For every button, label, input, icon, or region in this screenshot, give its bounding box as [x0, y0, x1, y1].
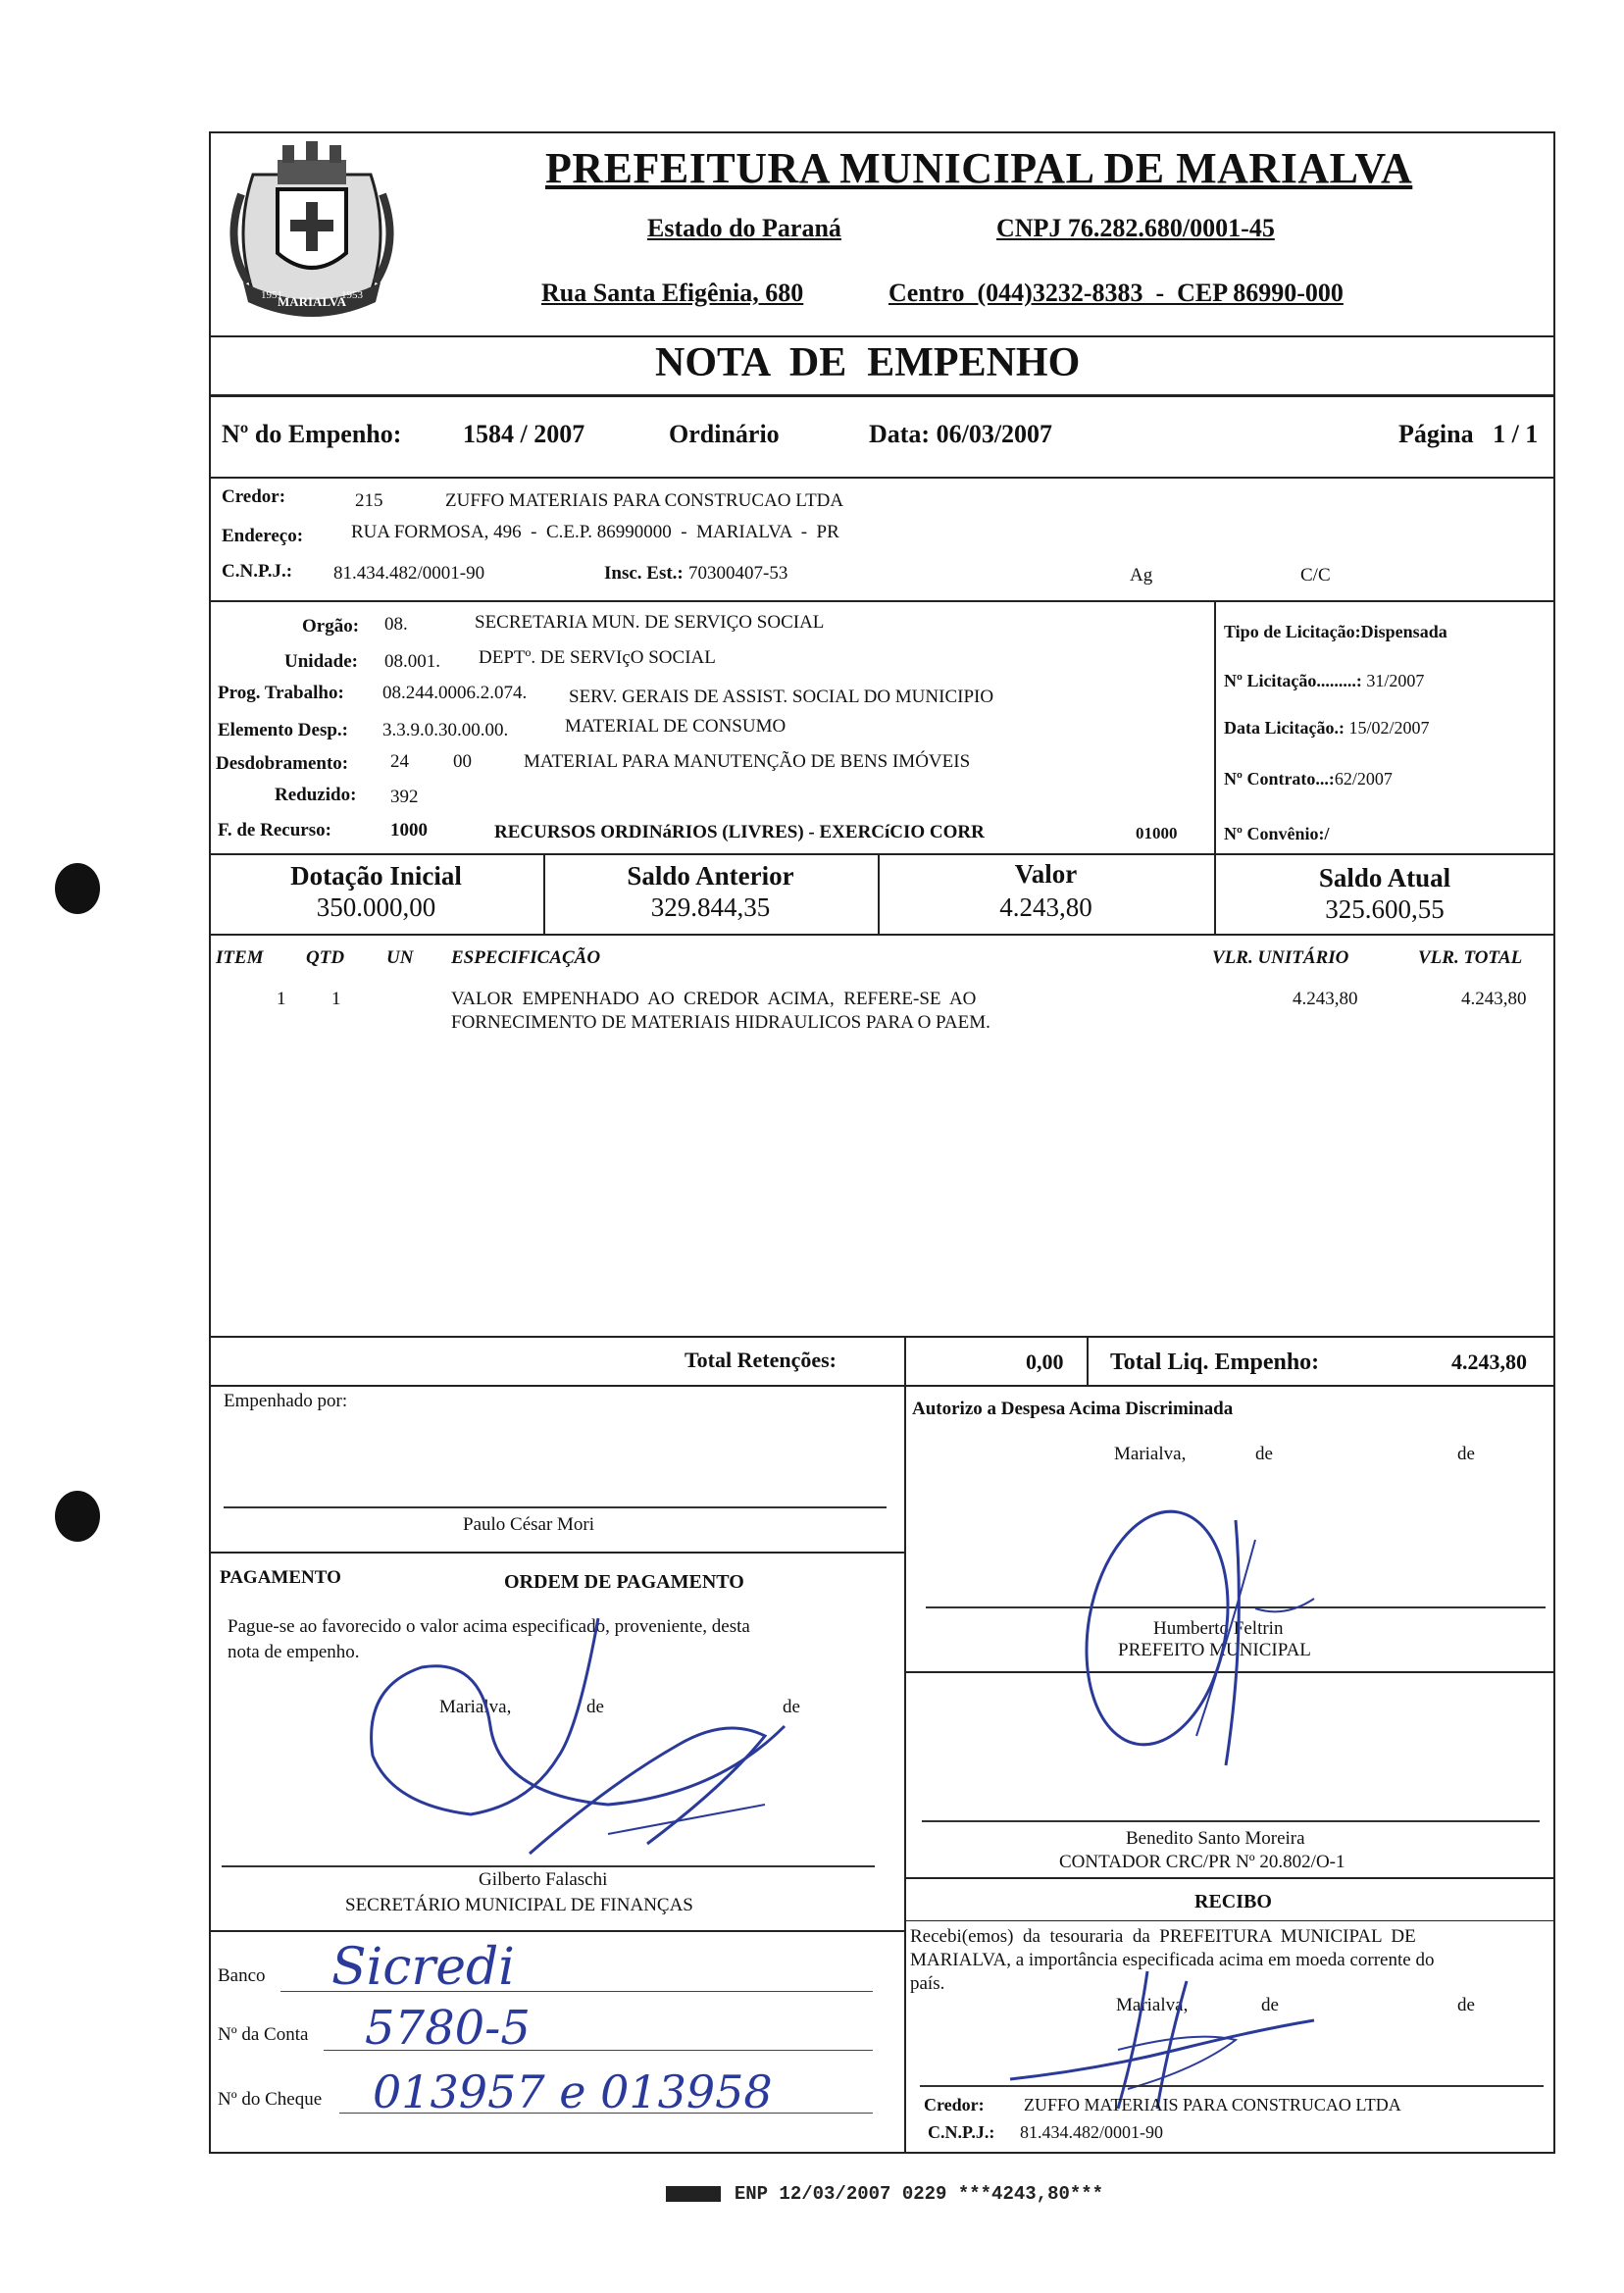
autorizo-marialva: Marialva, [1114, 1444, 1187, 1464]
conta-handwritten: 5780-5 [365, 2001, 531, 2056]
items-header-unit: VLR. UNITÁRIO [1212, 947, 1349, 968]
agencia-label: Ag [1130, 565, 1153, 586]
prog-trabalho-label: Prog. Trabalho: [218, 683, 344, 703]
desdobramento-code: 24 [390, 751, 409, 772]
prog-trabalho-code: 08.244.0006.2.074. [382, 683, 528, 703]
recibo-credor-label: Credor: [924, 2095, 985, 2115]
recibo-text-line3: país. [910, 1973, 945, 1994]
elemento-desc: MATERIAL DE CONSUMO [565, 716, 787, 737]
page-title: PREFEITURA MUNICIPAL DE MARIALVA [545, 144, 1413, 192]
crest-banner-text: MARIALVA [277, 294, 347, 309]
stamp-text: ENP 12/03/2007 0229 ***4243,80*** [734, 2183, 1104, 2205]
desdobramento-label: Desdobramento: [216, 753, 349, 774]
table-row-unit: 4.243,80 [1293, 989, 1358, 1009]
unidade-label: Unidade: [284, 651, 358, 672]
desdobramento-code2: 00 [453, 751, 472, 772]
empenhado-por-label: Empenhado por: [224, 1391, 348, 1411]
saldo-anterior-value: 329.844,35 [650, 892, 771, 922]
prefeito-signature [1079, 1501, 1334, 1775]
prefeito-title: PREFEITO MUNICIPAL [1118, 1640, 1311, 1660]
pagamento-de2: de [783, 1697, 800, 1717]
ordem-pagamento-label: ORDEM DE PAGAMENTO [504, 1571, 744, 1593]
contador-title: CONTADOR CRC/PR Nº 20.802/O-1 [1059, 1852, 1345, 1872]
total-liquido-value: 4.243,80 [1451, 1350, 1527, 1374]
autorizo-label: Autorizo a Despesa Acima Discriminada [912, 1399, 1234, 1419]
banco-label: Banco [218, 1965, 266, 1986]
recibo-de2: de [1457, 1995, 1475, 2015]
autorizo-de2: de [1457, 1444, 1475, 1464]
empenho-date: Data: 06/03/2007 [869, 420, 1053, 448]
fonte-recurso-desc: RECURSOS ORDINáRIOS (LIVRES) - EXERCíCIO CORR [494, 822, 985, 842]
table-row-item: 1 [277, 989, 286, 1009]
desdobramento-desc: MATERIAL PARA MANUTENÇÃO DE BENS IMÓVEIS [524, 751, 971, 772]
address-label: Centro (044)3232-8383 - CEP 86990-000 [888, 279, 1344, 307]
empenhado-por-name: Paulo César Mori [463, 1514, 595, 1535]
crest-year-left: 1951 [261, 289, 282, 301]
valor-label: Valor [1014, 859, 1078, 889]
endereco-label: Endereço: [222, 526, 304, 546]
elemento-label: Elemento Desp.: [218, 720, 348, 740]
fonte-recurso-code2: 01000 [1136, 824, 1178, 842]
saldo-anterior-label: Saldo Anterior [627, 861, 794, 891]
pagamento-label: PAGAMENTO [220, 1567, 341, 1588]
cheque-handwritten: 013957 e 013958 [373, 2065, 773, 2118]
cnpj-label: CNPJ 76.282.680/0001-45 [996, 214, 1275, 242]
orgao-desc: SECRETARIA MUN. DE SERVIÇO SOCIAL [475, 612, 825, 633]
pague-text-line2: nota de empenho. [228, 1642, 360, 1662]
fonte-recurso-label: F. de Recurso: [218, 820, 331, 841]
prog-trabalho-desc: SERV. GERAIS DE ASSIST. SOCIAL DO MUNICIPIO [569, 687, 994, 707]
valor-value: 4.243,80 [999, 892, 1092, 922]
stamp-bars [666, 2186, 721, 2202]
secretario-title: SECRETÁRIO MUNICIPAL DE FINANÇAS [345, 1895, 693, 1915]
empenho-number-label: Nº do Empenho: [222, 420, 402, 448]
fonte-recurso-code: 1000 [390, 820, 428, 841]
pague-text-line1: Pague-se ao favorecido o valor acima especificado, proveniente, desta [228, 1616, 750, 1637]
credor-name: ZUFFO MATERIAIS PARA CONSTRUCAO LTDA [445, 490, 844, 511]
total-liquido-label: Total Liq. Empenho: [1110, 1350, 1320, 1375]
orgao-code: 08. [384, 614, 408, 635]
saldo-atual-value: 325.600,55 [1325, 894, 1445, 924]
data-licitacao: Data Licitação.: 15/02/2007 [1224, 718, 1430, 738]
recibo-de1: de [1261, 1995, 1279, 2015]
orgao-label: Orgão: [302, 616, 360, 637]
autorizo-de1: de [1255, 1444, 1273, 1464]
state-label: Estado do Paraná [647, 214, 841, 242]
num-licitacao: Nº Licitação.........: 31/2007 [1224, 671, 1425, 690]
items-header-spec: ESPECIFICAÇÃO [451, 947, 601, 968]
banco-handwritten: Sicredi [331, 1938, 515, 1997]
punch-hole-top [55, 863, 100, 914]
street-label: Rua Santa Efigênia, 680 [541, 279, 804, 307]
items-header-item: ITEM [216, 947, 264, 968]
total-retencoes-value: 0,00 [1026, 1350, 1064, 1374]
unidade-desc: DEPTº. DE SERVIçO SOCIAL [479, 647, 716, 668]
page-number: Página 1 / 1 [1398, 420, 1539, 448]
document-title: NOTA DE EMPENHO [655, 340, 1081, 385]
prefeito-name: Humberto Feltrin [1153, 1618, 1284, 1639]
table-row-spec-line2: FORNECIMENTO DE MATERIAIS HIDRAULICOS PARA O PAEM. [451, 1012, 990, 1033]
bank-stamp [643, 2162, 1103, 2205]
secretario-signature [353, 1608, 824, 1893]
pagamento-marialva: Marialva, [439, 1697, 512, 1717]
recibo-cnpj-value: 81.434.482/0001-90 [1020, 2122, 1163, 2142]
unidade-code: 08.001. [384, 651, 440, 672]
empenho-type: Ordinário [669, 420, 780, 448]
conta-corrente-label: C/C [1300, 565, 1331, 586]
endereco-value: RUA FORMOSA, 496 - C.E.P. 86990000 - MARIALVA - PR [351, 522, 839, 542]
contador-name: Benedito Santo Moreira [1126, 1828, 1305, 1849]
total-retencoes-label: Total Retenções: [685, 1348, 837, 1372]
items-header-un: UN [386, 947, 414, 968]
dotacao-inicial-label: Dotação Inicial [290, 861, 462, 891]
elemento-code: 3.3.9.0.30.00.00. [382, 720, 509, 740]
credor-code: 215 [355, 490, 383, 511]
table-row-total: 4.243,80 [1461, 989, 1527, 1009]
credor-cnpj-value: 81.434.482/0001-90 [333, 563, 485, 584]
table-row-qtd: 1 [331, 989, 341, 1009]
crest-logo [214, 135, 410, 331]
credor-label: Credor: [222, 486, 286, 507]
punch-hole-bottom [55, 1491, 100, 1542]
items-header-qtd: QTD [306, 947, 345, 968]
crest-year-right: 1953 [341, 289, 363, 301]
saldo-atual-label: Saldo Atual [1318, 863, 1451, 892]
reduzido-value: 392 [390, 787, 419, 807]
insc-est-value: 70300407-53 [688, 563, 788, 584]
cheque-label: Nº do Cheque [218, 2089, 323, 2110]
recibo-text-line2: MARIALVA, a importância especificada acima em moeda corrente do [910, 1950, 1435, 1970]
num-convenio: Nº Convênio:/ [1224, 824, 1330, 843]
recibo-text-line1: Recebi(emos) da tesouraria da PREFEITURA MUNICIPAL DE [910, 1926, 1416, 1947]
dotacao-inicial-value: 350.000,00 [316, 892, 436, 922]
credor-cnpj-label: C.N.P.J.: [222, 561, 293, 582]
empenho-number-value: 1584 / 2007 [463, 420, 585, 448]
num-contrato: Nº Contrato...:62/2007 [1224, 769, 1393, 789]
recibo-title: RECIBO [1194, 1891, 1272, 1912]
secretario-name: Gilberto Falaschi [479, 1869, 608, 1890]
recibo-credor-value: ZUFFO MATERIAIS PARA CONSTRUCAO LTDA [1024, 2095, 1401, 2115]
conta-label: Nº da Conta [218, 2024, 309, 2045]
recibo-marialva: Marialva, [1116, 1995, 1189, 2015]
reduzido-label: Reduzido: [275, 785, 357, 805]
tipo-licitacao: Tipo de Licitação:Dispensada [1224, 622, 1447, 641]
table-row-spec-line1: VALOR EMPENHADO AO CREDOR ACIMA, REFERE-SE AO [451, 989, 977, 1009]
pagamento-de1: de [586, 1697, 604, 1717]
recibo-cnpj-label: C.N.P.J.: [928, 2122, 995, 2142]
items-header-total: VLR. TOTAL [1418, 947, 1523, 968]
insc-est-label: Insc. Est.: [604, 563, 684, 584]
